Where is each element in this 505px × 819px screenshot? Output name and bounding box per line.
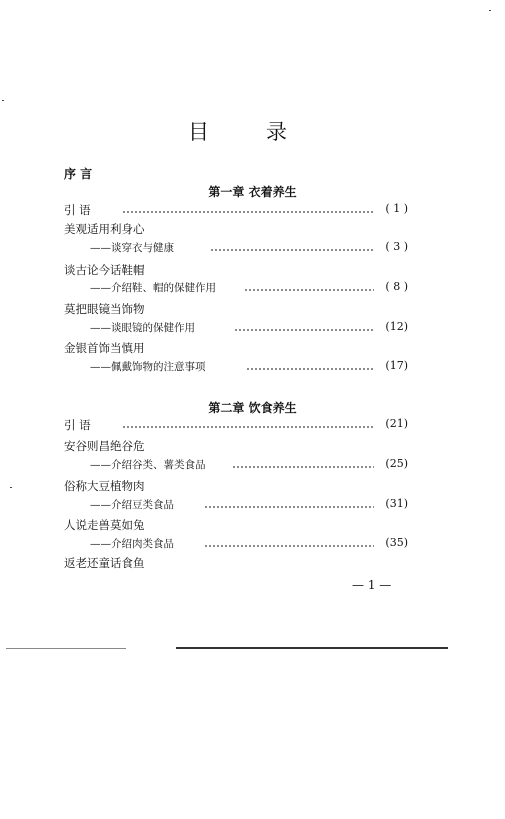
entry-subtitle: ——谈眼镜的保健作用 — [90, 322, 195, 334]
entry-heading[interactable]: 莫把眼镜当饰物 — [64, 302, 145, 316]
page-ref: (31) — [385, 497, 408, 510]
toc-title-right: 录 — [266, 120, 287, 144]
entry-sub-row[interactable] — [64, 497, 408, 513]
intro-label: 引 语 — [64, 418, 91, 432]
entry-sub-row[interactable] — [64, 359, 408, 375]
entry-subtitle: ——谈穿衣与健康 — [90, 242, 174, 254]
page-ref: (17) — [385, 359, 408, 372]
scan-speck — [10, 487, 12, 488]
leader-dots — [244, 289, 374, 291]
leader-dots — [204, 506, 374, 508]
leader-dots — [210, 249, 374, 251]
page-ref: (12) — [385, 320, 408, 333]
entry-heading[interactable]: 俗称大豆植物肉 — [64, 479, 145, 493]
leader-dots — [234, 329, 374, 331]
entry-sub-row[interactable] — [64, 280, 408, 296]
toc-title-left: 目 — [188, 120, 209, 144]
intro-label: 引 语 — [64, 203, 91, 217]
entry-heading[interactable]: 谈古论今话鞋帽 — [64, 263, 145, 277]
entry-subtitle: ——介绍谷类、薯类食品 — [90, 459, 206, 471]
leader-dots — [122, 211, 374, 213]
page-ref: (25) — [385, 457, 408, 470]
entry-subtitle: ——佩戴饰物的注意事项 — [90, 361, 206, 373]
scan-edge-line — [176, 647, 448, 649]
page-number: — 1 — — [352, 578, 392, 592]
entry-sub-row[interactable] — [64, 457, 408, 473]
page-ref: (21) — [385, 417, 408, 430]
entry-sub-row[interactable] — [64, 536, 408, 552]
page-ref: ( 1 ) — [385, 202, 408, 215]
entry-subtitle: ——介绍豆类食品 — [90, 499, 174, 511]
chapter-1-intro-row[interactable] — [64, 202, 408, 218]
entry-heading[interactable]: 金银首饰当慎用 — [64, 341, 145, 355]
preface-heading: 序 言 — [64, 167, 93, 181]
scan-speck — [2, 100, 4, 101]
page-ref: ( 3 ) — [385, 240, 408, 253]
page-ref: ( 8 ) — [385, 280, 408, 293]
chapter-2-title: 第二章 饮食养生 — [208, 401, 297, 415]
entry-heading[interactable]: 返老还童话食鱼 — [64, 556, 145, 570]
scan-edge-line — [6, 648, 126, 649]
leader-dots — [122, 426, 374, 428]
page-ref: (35) — [385, 536, 408, 549]
entry-heading[interactable]: 安谷则昌绝谷危 — [64, 439, 145, 453]
entry-subtitle: ——介绍肉类食品 — [90, 538, 174, 550]
scan-speck — [489, 10, 491, 11]
leader-dots — [204, 545, 374, 547]
leader-dots — [232, 466, 374, 468]
entry-sub-row[interactable] — [64, 240, 408, 256]
entry-sub-row[interactable] — [64, 320, 408, 336]
entry-subtitle: ——介绍鞋、帽的保健作用 — [90, 282, 216, 294]
chapter-2-intro-row[interactable] — [64, 417, 408, 433]
entry-heading[interactable]: 人说走兽莫如兔 — [64, 518, 145, 532]
leader-dots — [246, 368, 374, 370]
chapter-1-title: 第一章 衣着养生 — [208, 185, 297, 199]
entry-heading[interactable]: 美观适用利身心 — [64, 222, 145, 236]
